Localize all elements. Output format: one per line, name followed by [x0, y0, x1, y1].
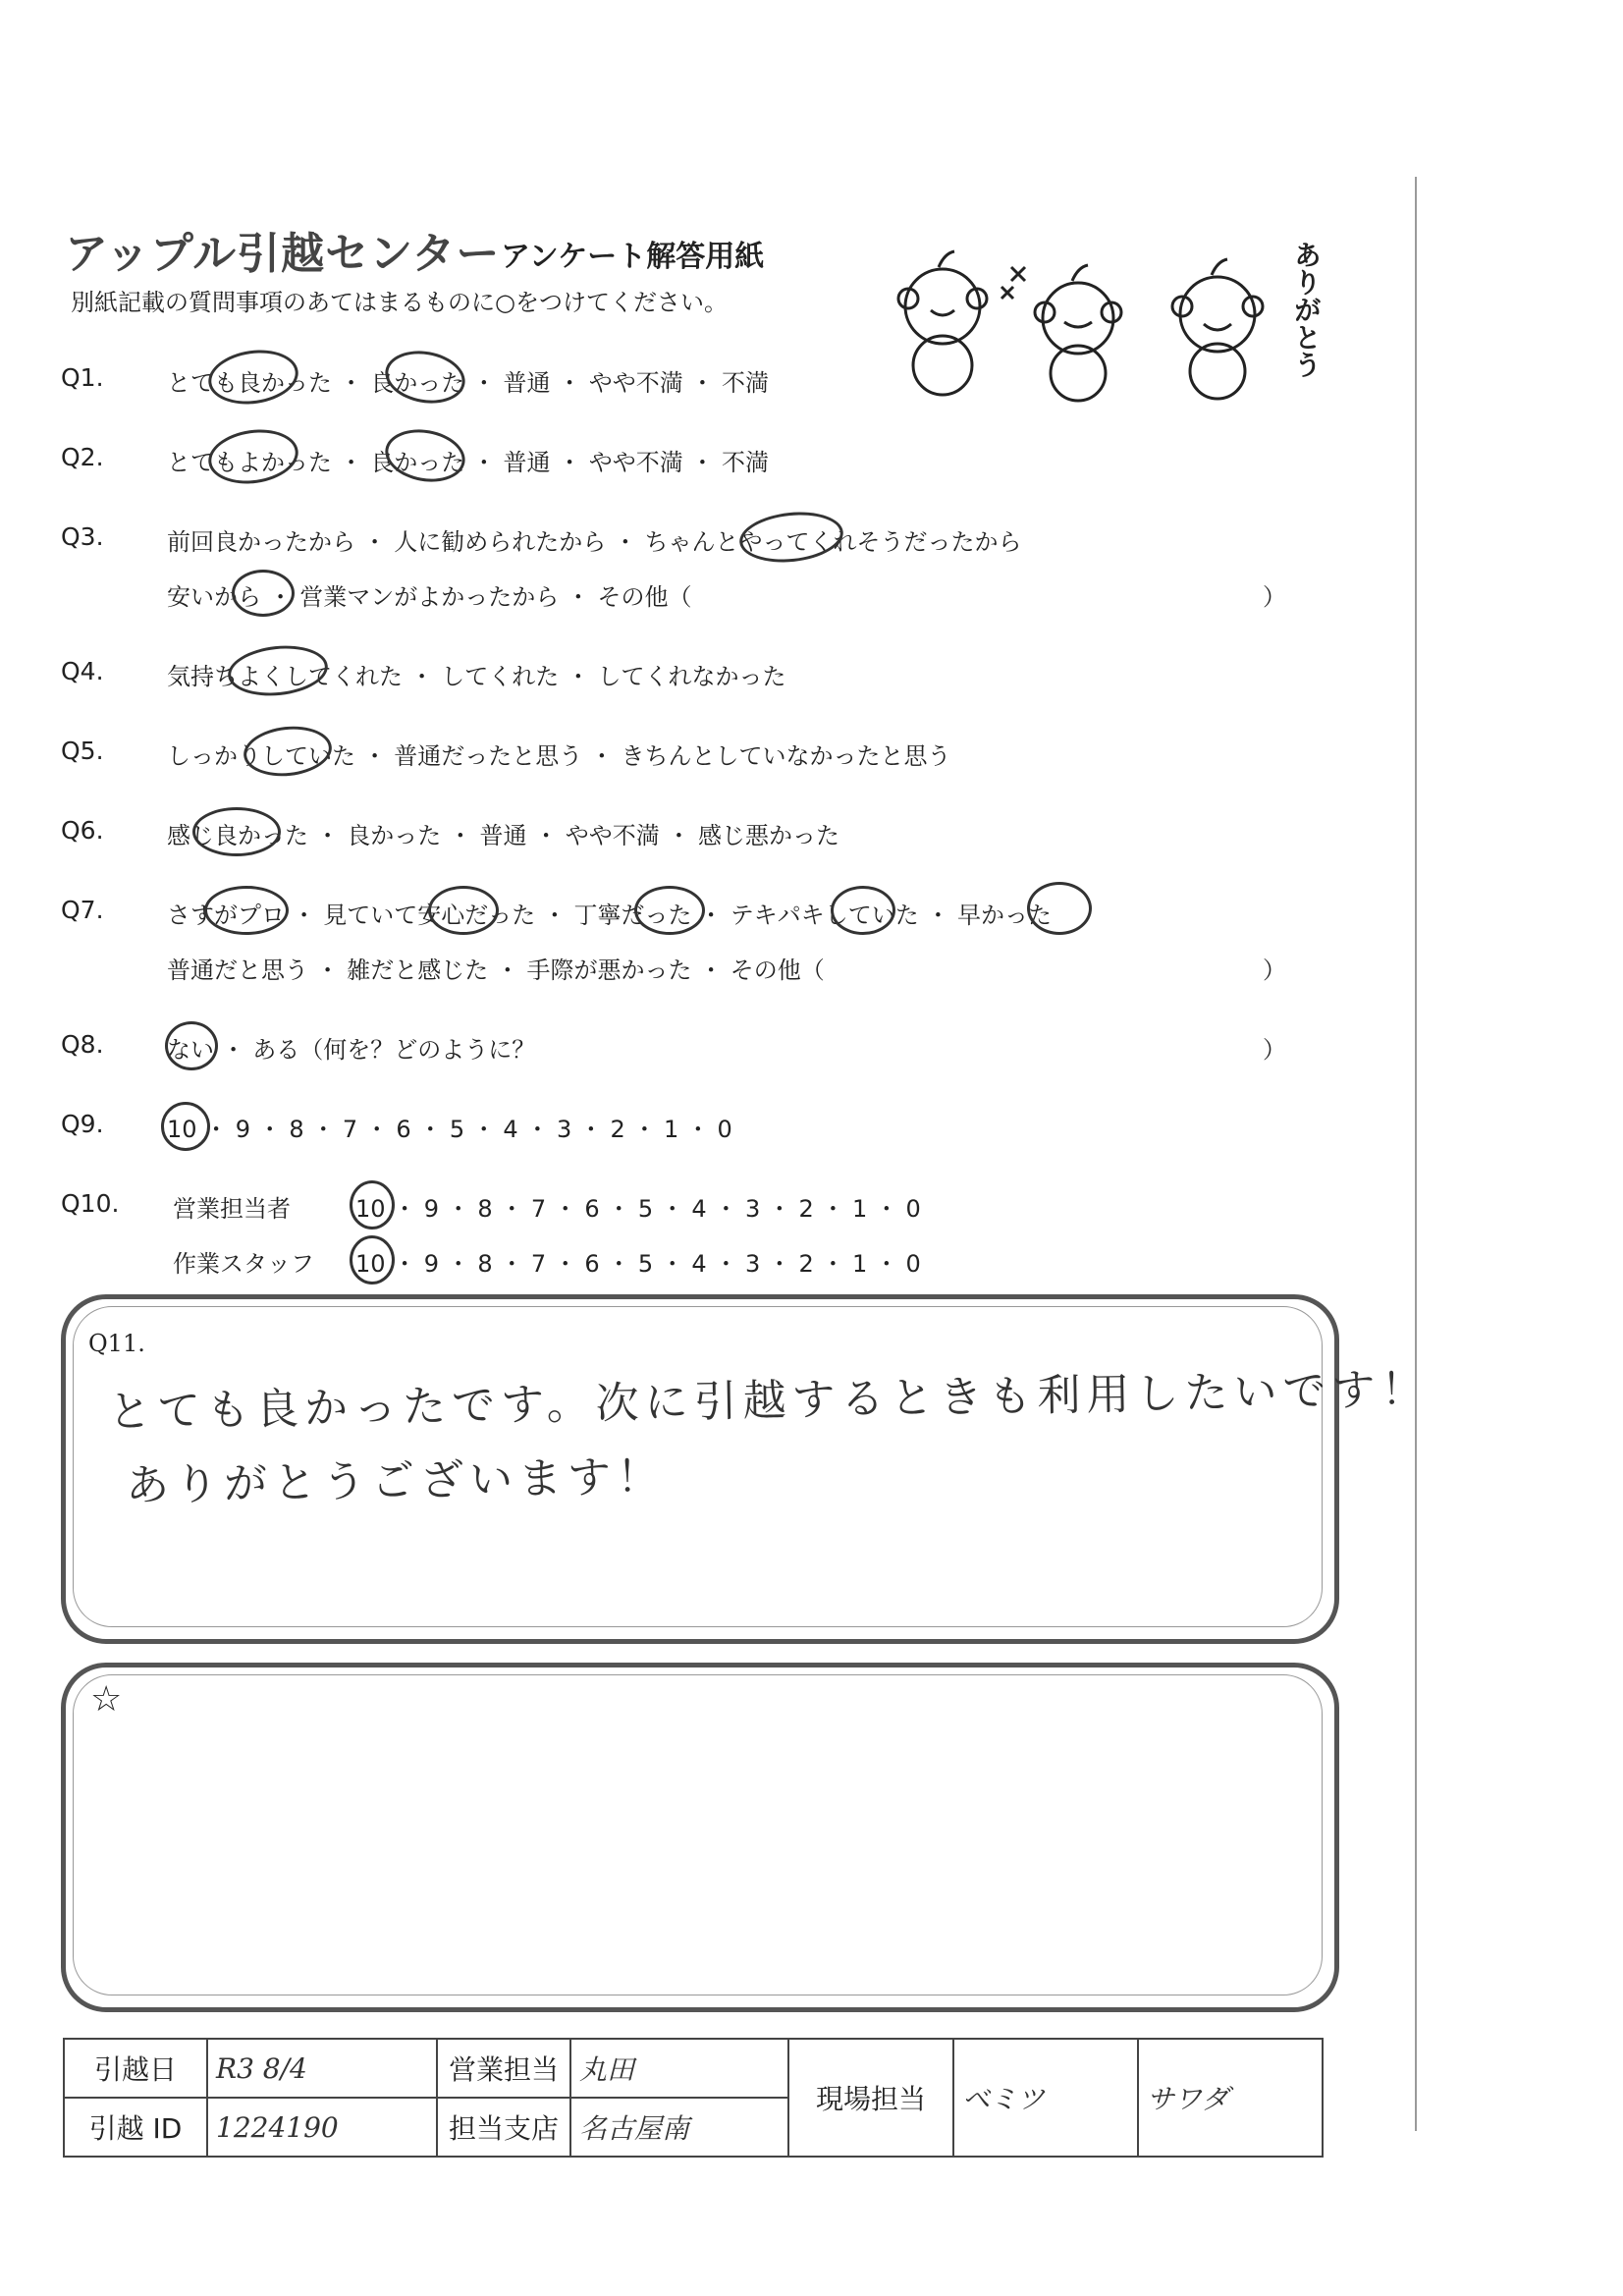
site-staff-value-1[interactable]: ベミツ — [953, 2039, 1138, 2157]
q3-label: Q3. — [61, 522, 104, 551]
q7-options-line1[interactable]: さすがプロ ・ 見ていて安心だった ・ 丁寧だった ・ テキパキしていた ・ 早かった — [167, 902, 1053, 929]
page-edge-line — [1415, 177, 1417, 2131]
q7-answer-circle-3 — [634, 886, 705, 935]
q6-answer-circle — [192, 807, 281, 856]
q1-answer-circle-2 — [381, 345, 469, 409]
branch-label: 担当支店 — [437, 2098, 570, 2157]
q2-label: Q2. — [61, 443, 104, 471]
free-comment-box-inner — [73, 1674, 1323, 1995]
q2-answer-circle-2 — [381, 423, 469, 487]
q4-options[interactable]: 気持ちよくしてくれた ・ してくれた ・ してくれなかった — [167, 663, 786, 690]
move-date-value[interactable]: R3 8/4 — [207, 2039, 437, 2098]
q5-answer-circle — [242, 722, 335, 780]
q2-answer-circle — [205, 424, 302, 489]
q11-comment-line1[interactable]: とても良かったです。次に引越するときも利用したいです！ — [107, 1364, 1431, 1438]
q10-label: Q10. — [61, 1189, 120, 1218]
q9-label: Q9. — [61, 1110, 104, 1138]
q1-options[interactable]: とても良かった ・ 良かった ・ 普通 ・ やや不満 ・ 不満 — [167, 369, 770, 397]
q8-close-paren: ） — [1263, 1036, 1286, 1064]
q6-label: Q6. — [61, 816, 104, 845]
sales-rep-label: 営業担当 — [437, 2039, 570, 2098]
q7-answer-circle-4 — [831, 886, 895, 935]
q9-answer-circle — [161, 1102, 210, 1151]
instruction-text: 別紙記載の質問事項のあてはまるものに○をつけてください。 — [71, 289, 728, 316]
q1-answer-circle — [205, 345, 302, 410]
q4-label: Q4. — [61, 657, 104, 685]
move-id-label: 引越 ID — [64, 2098, 207, 2157]
q8-label: Q8. — [61, 1030, 104, 1059]
q3-options-line1[interactable]: 前回良かったから ・ 人に勧められたから ・ ちゃんとやってくれそうだったから — [167, 528, 1022, 556]
q2-options[interactable]: とてもよかった ・ 良かった ・ 普通 ・ やや不満 ・ 不満 — [167, 449, 770, 476]
q11-label: Q11. — [88, 1330, 145, 1357]
q5-options[interactable]: しっかりしていた ・ 普通だったと思う ・ きちんとしていなかったと思う — [167, 742, 951, 770]
q7-answer-circle — [204, 886, 289, 935]
q9-scale[interactable]: 10 ・ 9 ・ 8 ・ 7 ・ 6 ・ 5 ・ 4 ・ 3 ・ 2 ・ 1 ・ 0 — [167, 1116, 732, 1143]
q3-answer-circle-2 — [232, 570, 295, 617]
q10-sales-scale[interactable]: 10 ・ 9 ・ 8 ・ 7 ・ 6 ・ 5 ・ 4 ・ 3 ・ 2 ・ 1 ・ 0 — [355, 1195, 921, 1223]
sales-rep-value[interactable]: 丸田 — [570, 2039, 788, 2098]
q1-label: Q1. — [61, 363, 104, 392]
site-staff-value-2[interactable]: サワダ — [1138, 2039, 1323, 2157]
move-info-table — [63, 2038, 1324, 2158]
company-title: アップル引越センター — [65, 229, 501, 279]
q8-answer-circle — [165, 1021, 218, 1070]
q3-close-paren: ） — [1263, 583, 1286, 611]
branch-value[interactable]: 名古屋南 — [570, 2098, 788, 2157]
form-subtitle: アンケート解答用紙 — [501, 240, 765, 274]
star-label: ☆ — [90, 1679, 123, 1720]
q4-answer-circle — [226, 641, 331, 700]
monkey-mascot-illustration — [854, 228, 1325, 405]
q7-answer-circle-2 — [428, 886, 499, 935]
q7-answer-circle-5 — [1027, 882, 1092, 935]
q7-label: Q7. — [61, 896, 104, 924]
q10-staff-answer-circle — [350, 1235, 395, 1285]
q8-options[interactable]: ない ・ ある（何を？どのように？ — [167, 1036, 536, 1064]
q5-label: Q5. — [61, 737, 104, 765]
q7-options-line2[interactable]: 普通だと思う ・ 雑だと感じた ・ 手際が悪かった ・ その他（ — [167, 957, 825, 984]
site-staff-label: 現場担当 — [788, 2039, 953, 2157]
q10-sales-label: 営業担当者 — [173, 1195, 291, 1223]
move-id-value[interactable]: 1224190 — [207, 2098, 437, 2157]
q6-options[interactable]: 感じ良かった ・ 良かった ・ 普通 ・ やや不満 ・ 感じ悪かった — [167, 822, 840, 849]
q10-staff-scale[interactable]: 10 ・ 9 ・ 8 ・ 7 ・ 6 ・ 5 ・ 4 ・ 3 ・ 2 ・ 1 ・ 0 — [355, 1250, 921, 1278]
q7-close-paren: ） — [1263, 957, 1286, 984]
q3-options-line2[interactable]: 安いから ・ 営業マンがよかったから ・ その他（ — [167, 583, 692, 611]
q11-comment-line2[interactable]: ありがとうございます！ — [125, 1451, 667, 1511]
q10-staff-label: 作業スタッフ — [173, 1250, 314, 1278]
move-date-label: 引越日 — [64, 2039, 207, 2098]
q10-sales-answer-circle — [350, 1180, 395, 1230]
thanks-text: ありがとう — [1290, 241, 1323, 378]
q3-answer-circle — [737, 508, 846, 568]
